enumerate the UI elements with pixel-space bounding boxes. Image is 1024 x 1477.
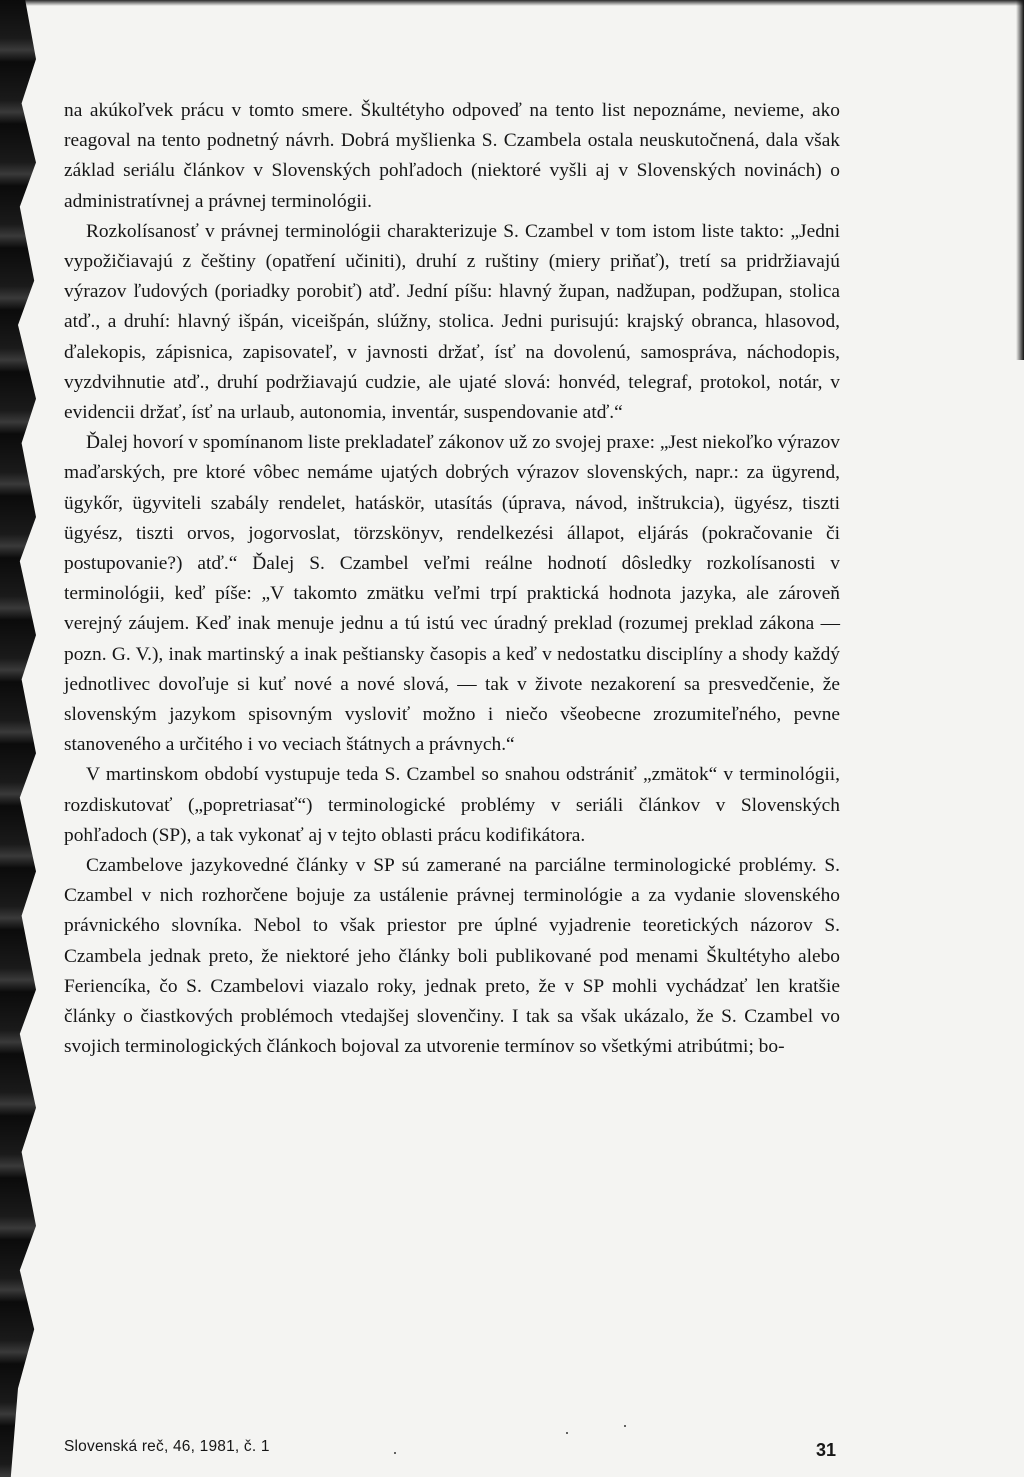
paragraph-2: Rozkolísanosť v právnej terminológii charakterizuje S. Czambel v tom istom liste takto: „Jedni vypožičiavajú z češtiny (opatření učiniti), druhí z ruštiny (miery priňať), tretí sa pridržiavajú výrazov ľudových (poriadky porobiť) atď. Jední píšu: hlavný župan, nadžupan, podžupan, stolica atď., a druhí: hlavný išpán, viceišpán, slúžny, stolica. Jedni purisujú: krajský obranca, hlasovod, ďalekopis, zápisnica, zapisovateľ, v javnosti držať, ísť na dovolenú, samospráva, náchodopis, vyzdvihnutie atď., druhí podržiavajú cudzie, ale ujaté slová: honvéd, telegraf, protokol, notár, v evidencii držať, ísť na urlaub, autonomia, inventár, suspendovanie atď.“ xyxy=(64,220,840,424)
scan-speck xyxy=(566,1432,568,1434)
paragraph-4: V martinskom období vystupuje teda S. Czambel so snahou odstrániť „zmätok“ v terminológii, rozdiskutovať („popretriasať“) terminologické problémy v seriáli článkov v Slovenských pohľadoch (SP), a tak vykonať aj v tejto oblasti prácu kodifikátora. xyxy=(64,764,840,846)
paragraph-5: Czambelove jazykovedné články v SP sú zamerané na parciálne terminologické problémy. S. Czambel v nich rozhorčene bojuje za ustálenie právnej terminológie a za vydanie slovenského právnického slovníka. Nebol to však priestor pre úplné vyjadrenie teoretických názorov S. Czambela jednak preto, že niektoré jeho články boli publikované pod menami Škultétyho alebo Feriencíka, čo S. Czambelovi viazalo roky, jednak preto, že v SP mohli vychádzať len kratšie články o čiastkových problémoch vtedajšej slovenčiny. I tak sa však ukázalo, že S. Czambel vo svojich terminologických článkoch bojoval za utvorenie termínov so všetkými atribútmi; bo- xyxy=(64,855,840,1058)
scan-speck xyxy=(394,1452,396,1454)
paragraph-3: Ďalej hovorí v spomínanom liste prekladateľ zákonov už zo svojej praxe: „Jest niekoľko výrazov maďarských, pre ktoré vôbec nemáme ujatých dobrých výrazov slovenských, napr.: za ügyrend, ügykőr, ügyviteli szabály rendelet, hatáskör, utasítás (úprava, návod, inštrukcia), ügyész, tiszti ügyész, tiszti orvos, jogorvoslat, törzskönyv, rendelkezési állapot, eljárás (pokračovanie či postupovanie?) atď.“ Ďalej S. Czambel veľmi reálne hodnotí dôsledky rozkolísanosti v terminológii, keď píše: „V takomto zmätku veľmi trpí praktická hodnota jazyka, ale zároveň verejný záujem. Keď inak menuje jednu a tú istú vec úradný preklad (rozumej preklad zákona — pozn. G. V.), inak martinský a inak peštiansky časopis a keď v nedostatku disciplíny a shody každý jednotlivec dovoľuje si kuť nové a nové slová, — tak v živote nezakorení sa presvedčenie, že slovenským jazykom spisovným vysloviť možno i niečo všeobecne zrozumiteľného, pevne stanoveného a určitého i vo veciach štátnych a právnych.“ xyxy=(64,432,841,756)
page-number: 31 xyxy=(815,1440,836,1460)
body-text xyxy=(64,96,840,1063)
scan-top-edge xyxy=(0,0,1024,6)
paragraph-1: na akúkoľvek prácu v tomto smere. Škultétyho odpoveď na tento list nepoznáme, nevieme, ako reagoval na tento podnetný návrh. Dobrá myšlienka S. Czambela ostala neuskutočnená, dala však základ seriálu článkov v Slovenských pohľadoch (niektoré vyšli aj v Slovenských novinách) o administratívnej a právnej terminológii. xyxy=(64,100,840,212)
page-footer xyxy=(64,1438,836,1468)
scan-speck xyxy=(624,1425,626,1427)
scan-right-edge xyxy=(1016,0,1024,360)
footer-source: Slovenská reč, 46, 1981, č. 1 xyxy=(64,1438,270,1455)
scan-left-edge xyxy=(0,0,36,1477)
